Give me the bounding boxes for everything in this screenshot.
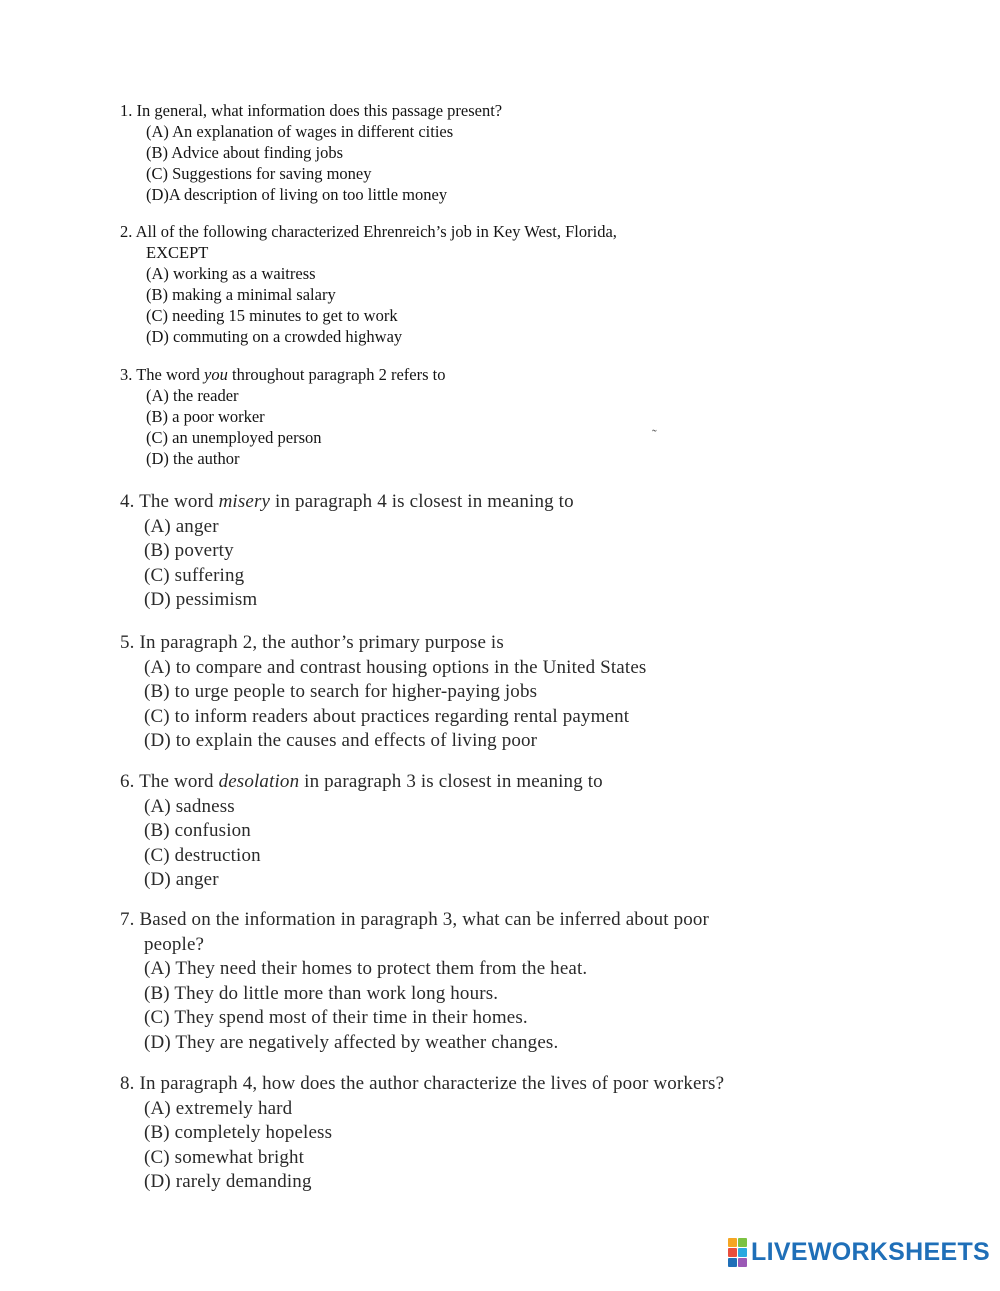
option-c[interactable]: (C) an unemployed person [146,428,322,447]
question-stem-continued: people? [144,933,205,955]
question-7 [120,908,840,1056]
scan-artifact: ˜ [652,428,657,443]
answer-options [120,121,840,205]
option-d[interactable]: (D) the author [146,449,240,468]
option-c[interactable]: (C) destruction [144,844,261,866]
question-stem: 6. The word desolation in paragraph 3 is closest in meaning to [120,771,603,792]
option-b[interactable]: (B) poverty [144,540,234,562]
option-b[interactable]: (B) They do little more than work long hours. [144,982,499,1004]
logo-tile [738,1238,747,1247]
option-b[interactable]: (B) Advice about finding jobs [146,143,344,162]
question-3 [120,364,840,469]
option-a[interactable]: (A) to compare and contrast housing options in the United States [144,656,647,678]
option-a[interactable]: (A) An explanation of wages in different cities [146,122,454,141]
answer-options [120,957,840,1055]
question-6 [120,770,840,893]
option-a[interactable]: (A) anger [144,515,219,537]
question-stem: 5. In paragraph 2, the author’s primary purpose is [120,632,504,653]
option-d[interactable]: (D) anger [144,869,219,891]
question-stem-continued: EXCEPT [146,243,209,262]
option-d[interactable]: (D) commuting on a crowded highway [146,327,403,346]
question-stem: 8. In paragraph 4, how does the author characterize the lives of poor workers? [120,1073,725,1094]
answer-options [120,385,840,469]
option-b[interactable]: (B) completely hopeless [144,1122,333,1144]
question-5 [120,631,840,754]
question-1 [120,100,840,205]
option-b[interactable]: (B) a poor worker [146,407,265,426]
question-stem: 3. The word you throughout paragraph 2 refers to [120,365,446,384]
option-a[interactable]: (A) They need their homes to protect them from the heat. [144,958,588,980]
option-a[interactable]: (A) sadness [144,795,235,817]
option-b[interactable]: (B) confusion [144,820,251,842]
logo-tile [728,1238,737,1247]
option-c[interactable]: (C) Suggestions for saving money [146,164,372,183]
question-2 [120,221,840,347]
question-stem: 1. In general, what information does this passage present? [120,101,503,120]
option-b[interactable]: (B) making a minimal salary [146,285,336,304]
logo-tile [738,1248,747,1257]
question-8 [120,1072,840,1195]
liveworksheets-brand[interactable] [728,1238,990,1267]
option-c[interactable]: (C) suffering [144,564,245,586]
answer-options [120,656,840,754]
option-a[interactable]: (A) the reader [146,386,239,405]
question-stem: 2. All of the following characterized Ehrenreich’s job in Key West, Florida, [120,222,617,241]
question-stem: 4. The word misery in paragraph 4 is closest in meaning to [120,491,574,512]
option-d[interactable]: (D) rarely demanding [144,1171,312,1193]
answer-options [120,795,840,893]
question-stem: 7. Based on the information in paragraph 3, what can be inferred about poor [120,909,709,930]
option-a[interactable]: (A) working as a waitress [146,264,316,283]
option-c[interactable]: (C) They spend most of their time in their homes. [144,1007,528,1029]
liveworksheets-logo-icon [728,1238,747,1267]
logo-tile [728,1258,737,1267]
answer-options [120,263,840,347]
option-d[interactable]: (D) to explain the causes and effects of living poor [144,730,538,752]
option-d[interactable]: (D) pessimism [144,589,258,611]
option-d[interactable]: (D)A description of living on too little money [146,185,448,204]
brand-name: LIVEWORKSHEETS [751,1238,990,1266]
option-c[interactable]: (C) needing 15 minutes to get to work [146,306,398,325]
answer-options [120,1097,840,1195]
option-c[interactable]: (C) to inform readers about practices regarding rental payment [144,705,630,727]
question-4 [120,490,840,613]
answer-options [120,515,840,613]
emphasized-word: desolation [218,771,300,792]
logo-tile [728,1248,737,1257]
option-c[interactable]: (C) somewhat bright [144,1146,305,1168]
logo-tile [738,1258,747,1267]
option-a[interactable]: (A) extremely hard [144,1097,293,1119]
option-d[interactable]: (D) They are negatively affected by weather changes. [144,1031,559,1053]
emphasized-word: misery [218,491,271,512]
option-b[interactable]: (B) to urge people to search for higher-paying jobs [144,681,538,703]
emphasized-word: you [204,365,228,384]
